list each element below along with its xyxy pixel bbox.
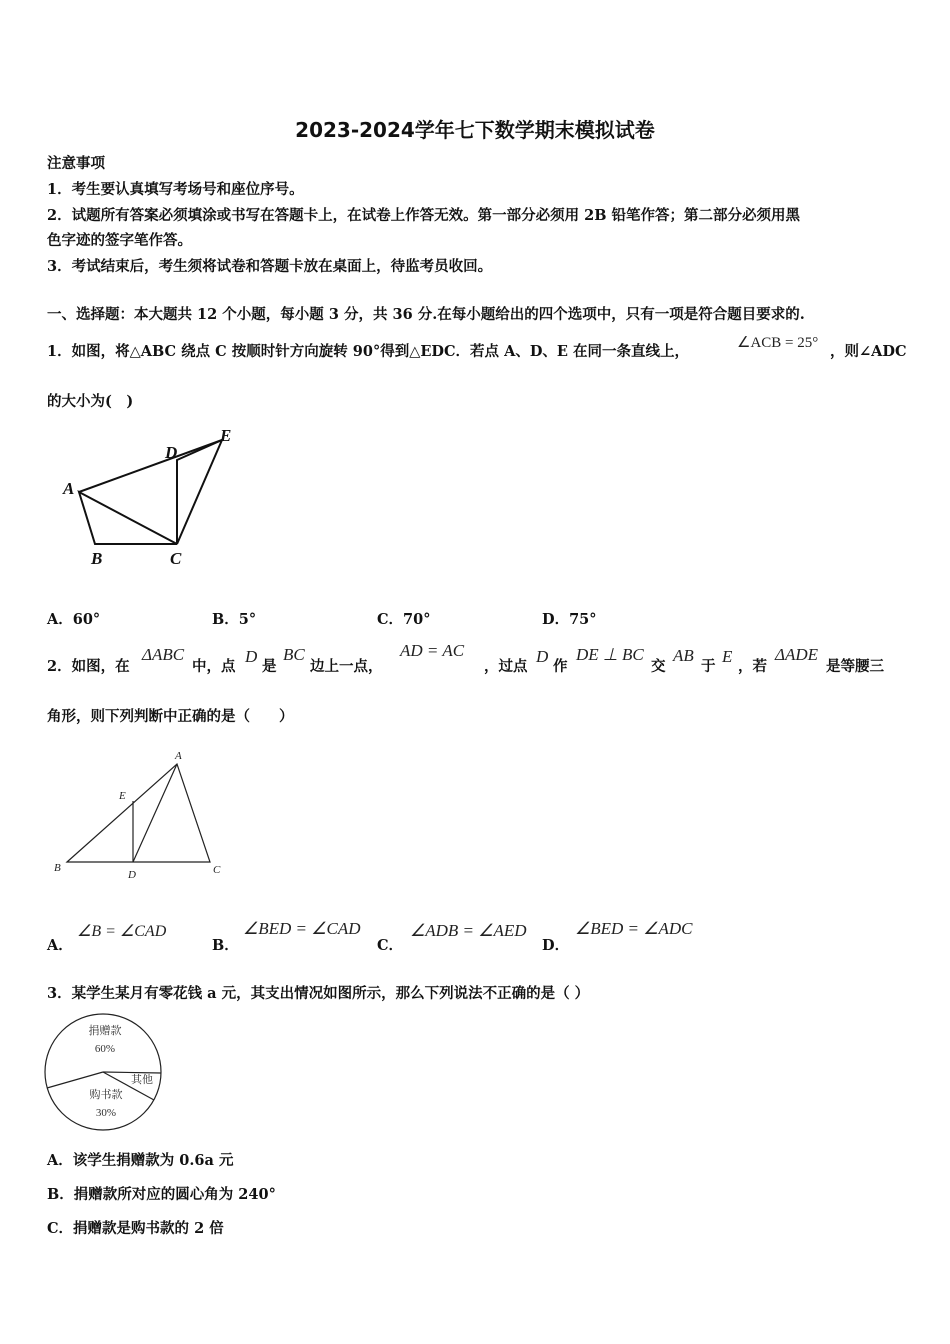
q2-label-d: D: [128, 869, 136, 881]
q2-math-6: DE ⊥ BC: [576, 645, 644, 664]
q1-figure: [55, 420, 245, 570]
q3-option-c: C．捐赠款是购书款的 2 倍: [47, 1220, 224, 1237]
notice-item-2a: 2．试题所有答案必须填涂或书写在答题卡上，在试卷上作答无效。第一部分必须用 2B 铅笔作答；第二部分必须用黑: [47, 207, 801, 224]
q3-pie-book-label: 购书款: [89, 1089, 123, 1101]
notice-heading: 注意事项: [47, 155, 105, 172]
q2-math-4: AD = AC: [400, 641, 465, 660]
q2-option-a-math: ∠B = ∠CAD: [77, 923, 167, 940]
q2-text-3: 是: [262, 658, 277, 675]
q2-math-2: D: [245, 647, 258, 666]
q2-math-3: BC: [283, 645, 305, 664]
q1-text-b: ，则∠ADC: [830, 343, 907, 360]
q2-text-7: 交: [651, 658, 666, 675]
q1-line-ade: [79, 440, 222, 492]
q2-text-10: 是等腰三: [826, 658, 884, 675]
q2-option-b-label: B．: [212, 937, 239, 954]
q1-text-c: 的大小为( ): [47, 393, 134, 410]
q2-option-d-math: ∠BED = ∠ADC: [575, 919, 693, 938]
q2-text-8: 于: [701, 658, 716, 675]
notice-item-2b: 色字迹的签字笔作答。: [47, 232, 192, 249]
q2-label-a: A: [175, 750, 182, 762]
q1-option-b: B．5°: [212, 611, 257, 628]
q3-pie-other-label: 其他: [131, 1074, 153, 1086]
q2-math-1: ΔABC: [142, 645, 185, 664]
q2-text-5: ，过点: [484, 658, 528, 675]
q2-option-b-math: ∠BED = ∠CAD: [243, 919, 361, 938]
q2-option-c-math: ∠ADB = ∠AED: [410, 921, 527, 940]
section-heading: 一、选择题：本大题共 12 个小题，每小题 3 分，共 36 分.在每小题给出的四个选项中，只有一项是符合题目要求的.: [47, 306, 805, 323]
q2-math-7: AB: [673, 646, 694, 665]
q1-label-c: C: [170, 549, 182, 568]
q2-option-c-label: C．: [377, 937, 404, 954]
q1-label-a: A: [63, 479, 75, 498]
q2-label-c: C: [213, 864, 221, 876]
q2-text-1: 2．如图，在: [47, 658, 130, 675]
q3-pie-donation-label: 捐赠款: [88, 1025, 122, 1037]
q2-option-d-label: D．: [542, 937, 570, 954]
notice-item-1: 1．考生要认真填写考场号和座位序号。: [47, 181, 304, 198]
q2-math-9: ΔADE: [775, 645, 819, 664]
q2-line-ad: [133, 764, 177, 862]
q1-label-b: B: [91, 549, 103, 568]
q2-text-4: 边上一点，: [310, 658, 383, 675]
q2-math-5: D: [536, 647, 549, 666]
q3-option-a: A．该学生捐赠款为 0.6a 元: [47, 1152, 234, 1169]
q2-math-8: E: [722, 647, 733, 666]
q1-triangle-edc: [177, 440, 222, 544]
q2-triangle-abc: [67, 764, 210, 862]
q2-label-b: B: [54, 862, 61, 874]
notice-item-3: 3．考试结束后，考生须将试卷和答题卡放在桌面上，待监考员收回。: [47, 258, 493, 275]
q2-option-a-label: A．: [47, 937, 73, 954]
q3-text: 3．某学生某月有零花钱 a 元，其支出情况如图所示，那么下列说法不正确的是（ ）: [47, 985, 590, 1002]
q1-label-e: E: [220, 426, 232, 445]
q3-pie-donation-pct: 60%: [94, 1043, 116, 1055]
q2-figure: [45, 742, 240, 882]
q1-option-d: D．75°: [542, 611, 597, 628]
q1-text-a: 1．如图，将△ABC 绕点 C 按顺时针方向旋转 90°得到△EDC．若点 A、D、E 在同一条直线上，: [47, 343, 690, 360]
q3-pie-book-pct: 30%: [95, 1107, 117, 1119]
q2-label-e: E: [119, 790, 126, 802]
q2-text-line2: 角形，则下列判断中正确的是（ ）: [47, 708, 294, 725]
q1-triangle-abc: [79, 492, 177, 544]
q2-text-6: 作: [553, 658, 568, 675]
page-title: 2023-2024学年七下数学期末模拟试卷: [295, 118, 655, 142]
q3-pie-chart: [40, 1010, 170, 1135]
q2-text-2: 中，点: [192, 658, 236, 675]
q2-text-9: ，若: [738, 658, 767, 675]
q1-label-d: D: [165, 443, 178, 462]
q3-option-b: B．捐赠款所对应的圆心角为 240°: [47, 1186, 276, 1203]
q1-formula: ∠ACB = 25°: [737, 335, 819, 351]
q1-option-a: A．60°: [47, 611, 101, 628]
q1-option-c: C．70°: [377, 611, 431, 628]
